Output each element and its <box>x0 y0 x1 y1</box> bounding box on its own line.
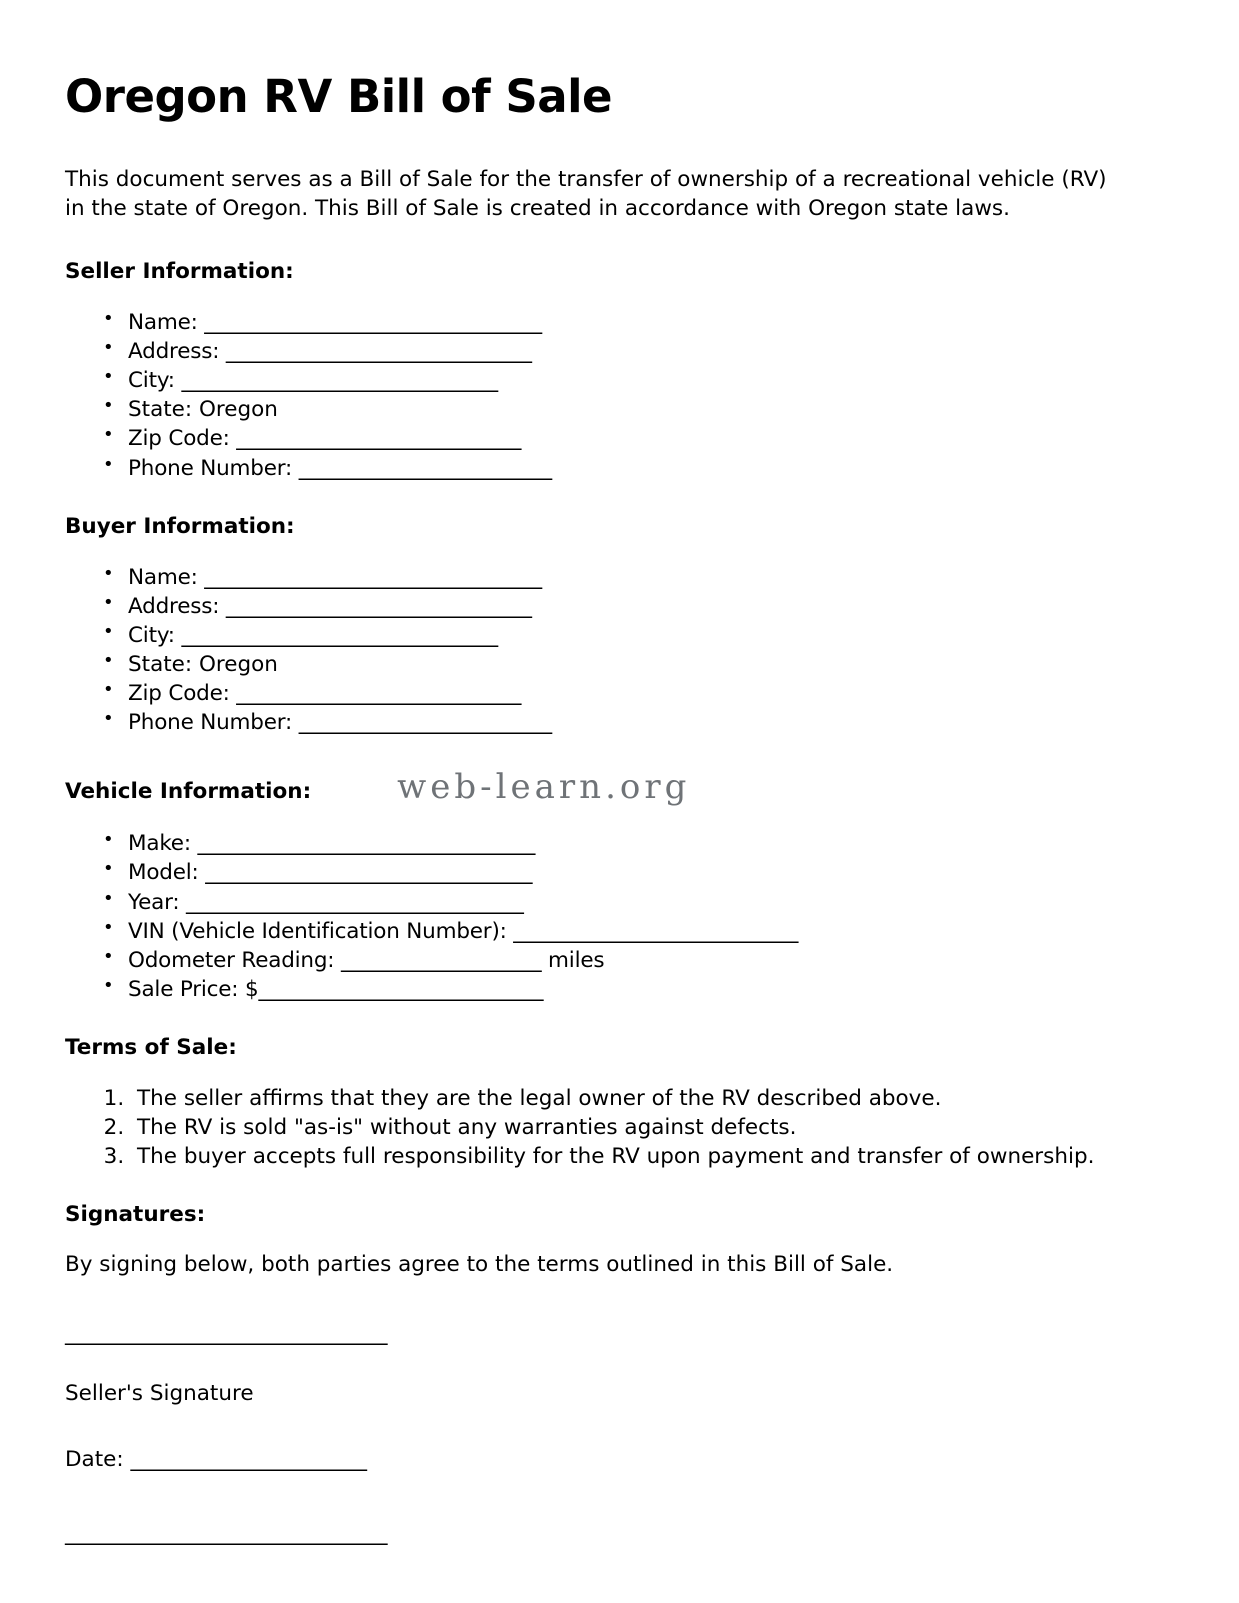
list-item <box>103 650 1139 679</box>
terms-of-sale-heading: Terms of Sale: <box>65 1035 237 1061</box>
list-item <box>103 888 1139 917</box>
list-item <box>103 829 1139 858</box>
vehicle-make-field: Make: ________________________________ <box>128 831 536 857</box>
buyer-field-list <box>65 563 1139 738</box>
list-item <box>103 708 1139 737</box>
buyer-state-field: State: Oregon <box>128 651 278 677</box>
list-item <box>103 679 1139 708</box>
watermark-text: web-learn.org <box>397 767 691 808</box>
list-item <box>103 592 1139 621</box>
list-item <box>103 975 1139 1004</box>
buyer-information-heading: Buyer Information: <box>65 513 295 539</box>
list-item: 3. The buyer accepts full responsibility for the RV upon payment and transfer of ownership. <box>131 1142 1131 1171</box>
list-item <box>103 917 1139 946</box>
buyer-zip-field: Zip Code: ___________________________ <box>128 681 522 707</box>
list-item <box>103 454 1139 483</box>
buyer-signature-line: ______________________________ <box>65 1520 388 1546</box>
seller-phone-field: Phone Number: ________________________ <box>128 455 552 481</box>
seller-date-line: Date: ______________________ <box>65 1446 367 1472</box>
vehicle-information-heading: Vehicle Information: <box>65 779 312 805</box>
vehicle-heading-row <box>65 767 1139 807</box>
vehicle-vin-field: VIN (Vehicle Identification Number): ___________________________ <box>128 918 799 944</box>
list-item: 1. The seller affirms that they are the legal owner of the RV described above. <box>131 1084 1131 1113</box>
vehicle-field-list <box>65 829 1139 1004</box>
seller-name-field: Name: ________________________________ <box>128 309 542 335</box>
buyer-address-field: Address: _____________________________ <box>128 593 532 619</box>
vehicle-sale-price-field: Sale Price: $___________________________ <box>128 976 544 1002</box>
list-item <box>103 858 1139 887</box>
seller-signature-label: Seller's Signature <box>65 1380 254 1406</box>
seller-address-field: Address: _____________________________ <box>128 339 532 365</box>
buyer-phone-field: Phone Number: ________________________ <box>128 710 552 736</box>
signatures-heading: Signatures: <box>65 1202 206 1228</box>
vehicle-model-field: Model: _______________________________ <box>128 860 533 886</box>
list-item <box>103 308 1139 337</box>
list-item <box>103 366 1139 395</box>
list-item <box>103 337 1139 366</box>
seller-state-field: State: Oregon <box>128 397 278 423</box>
seller-city-field: City: ______________________________ <box>128 368 498 394</box>
list-item <box>103 946 1139 975</box>
buyer-city-field: City: ______________________________ <box>128 622 498 648</box>
seller-signature-line: ______________________________ <box>65 1321 388 1347</box>
list-item <box>103 563 1139 592</box>
page-title: Oregon RV Bill of Sale <box>65 70 613 123</box>
signature-note: By signing below, both parties agree to the terms outlined in this Bill of Sale. <box>65 1252 894 1278</box>
list-item: 2. The RV is sold "as-is" without any warranties against defects. <box>131 1113 1131 1142</box>
buyer-name-field: Name: ________________________________ <box>128 564 542 590</box>
vehicle-year-field: Year: ________________________________ <box>128 889 524 915</box>
terms-list <box>65 1084 1131 1171</box>
vehicle-odometer-field: Odometer Reading: ___________________ miles <box>128 947 605 973</box>
seller-zip-field: Zip Code: ___________________________ <box>128 426 522 452</box>
seller-field-list <box>65 308 1139 483</box>
list-item <box>103 621 1139 650</box>
seller-information-heading: Seller Information: <box>65 258 294 284</box>
list-item <box>103 395 1139 424</box>
intro-paragraph: This document serves as a Bill of Sale for the transfer of ownership of a recreational vehicle (RV) in the state of Oregon. This Bill of Sale is created in accordance with Oregon state laws. <box>65 167 1107 222</box>
list-item <box>103 424 1139 453</box>
